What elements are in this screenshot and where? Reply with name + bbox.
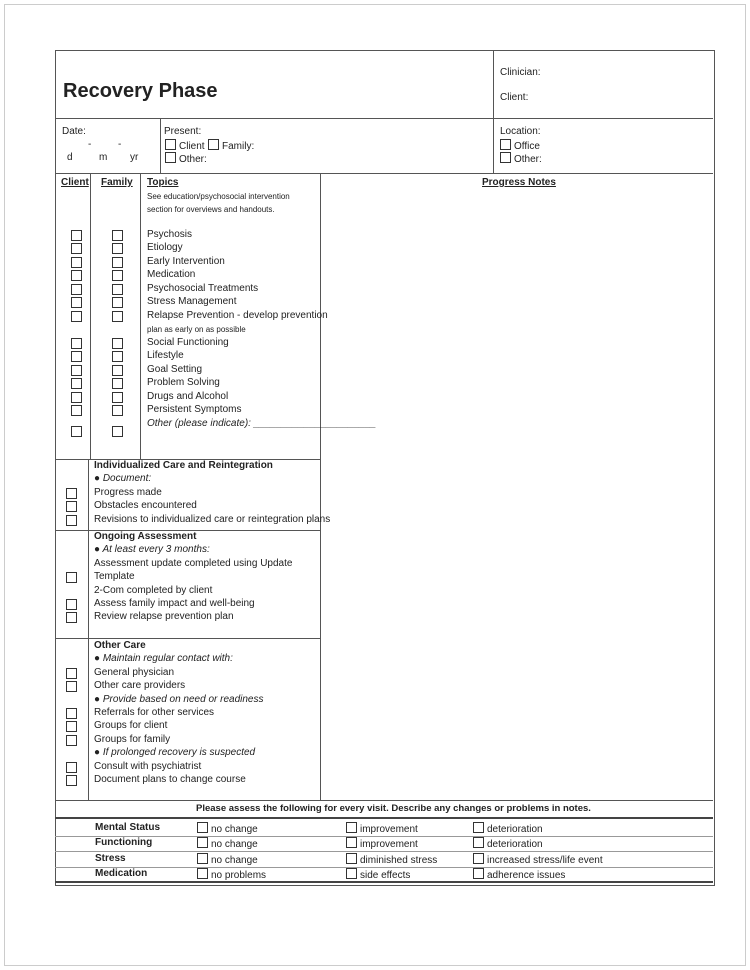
assessment-option-label: side effects (360, 869, 411, 881)
family-topic-checkbox[interactable] (112, 270, 123, 281)
topic-item: Social Functioning (147, 337, 229, 348)
clinician-label: Clinician: (500, 67, 541, 78)
divider (90, 173, 91, 459)
client-topic-checkbox[interactable] (71, 311, 82, 322)
section-line: 2-Com completed by client (94, 584, 213, 596)
topic-item: Etiology (147, 242, 183, 253)
checkbox-icon[interactable] (473, 853, 484, 864)
section-checkbox[interactable] (66, 501, 77, 512)
date-separator: - (118, 139, 122, 150)
assessment-option-label: improvement (360, 839, 418, 851)
assessment-option-label: increased stress/life event (487, 854, 603, 866)
section-checkbox[interactable] (66, 762, 77, 773)
section-checkbox[interactable] (66, 708, 77, 719)
family-topic-checkbox[interactable] (112, 338, 123, 349)
family-topic-checkbox[interactable] (112, 257, 123, 268)
progress-notes-header: Progress Notes (482, 177, 556, 188)
section-line: ● Provide based on need or readiness (94, 693, 264, 705)
checkbox-icon[interactable] (208, 139, 219, 150)
present-family-checkbox[interactable] (208, 139, 254, 153)
divider (55, 817, 713, 819)
client-topic-checkbox[interactable] (71, 405, 82, 416)
section-checkbox[interactable] (66, 515, 77, 526)
section-line: Assessment update completed using Update (94, 557, 293, 569)
topic-item: Problem Solving (147, 377, 220, 388)
section-line: ● Document: (94, 473, 152, 485)
checkbox-icon[interactable] (500, 152, 511, 163)
client-topic-checkbox[interactable] (71, 392, 82, 403)
topic-item: Psychosocial Treatments (147, 283, 259, 294)
assessment-option[interactable] (197, 853, 258, 867)
assessment-option[interactable] (197, 822, 258, 836)
family-topic-checkbox[interactable] (112, 230, 123, 241)
present-client-label: Client (179, 141, 205, 152)
client-topic-checkbox[interactable] (71, 270, 82, 281)
assessment-option[interactable] (197, 868, 266, 882)
section-checkbox[interactable] (66, 721, 77, 732)
section-line: Obstacles encountered (94, 500, 197, 512)
section-checkbox[interactable] (66, 612, 77, 623)
topics-note: See education/psychosocial intervention (147, 192, 290, 201)
assessment-row-label: Medication (95, 867, 148, 879)
assessment-option-label: no change (211, 839, 258, 851)
divider (55, 638, 320, 639)
checkbox-icon[interactable] (346, 868, 357, 879)
section-line: Groups for client (94, 720, 168, 732)
client-topic-checkbox[interactable] (71, 297, 82, 308)
checkbox-icon[interactable] (165, 152, 176, 163)
checkbox-icon[interactable] (346, 822, 357, 833)
section-line: ● Maintain regular contact with: (94, 653, 233, 665)
topics-column-header: Topics (147, 177, 179, 188)
topic-item: Other (please indicate): ______________________ (147, 418, 377, 429)
assessment-option-label: diminished stress (360, 854, 438, 866)
topic-item: Relapse Prevention - develop prevention (147, 310, 328, 321)
section-title: Ongoing Assessment (94, 531, 197, 542)
client-topic-checkbox[interactable] (71, 365, 82, 376)
client-topic-checkbox[interactable] (71, 230, 82, 241)
topic-item: Psychosis (147, 229, 193, 240)
family-topic-checkbox[interactable] (112, 243, 123, 254)
divider (320, 173, 321, 800)
section-line: ● If prolonged recovery is suspected (94, 747, 256, 759)
assessment-option[interactable] (346, 868, 410, 882)
present-family-label: Family: (222, 141, 255, 152)
section-checkbox[interactable] (66, 488, 77, 499)
section-line: Groups for family (94, 733, 171, 745)
checkbox-icon[interactable] (473, 822, 484, 833)
section-line: Progress made (94, 486, 162, 498)
location-office-label: Office (514, 141, 540, 152)
assessment-option[interactable] (346, 822, 418, 836)
section-line: Revisions to individualized care or reintegration plans (94, 513, 331, 525)
family-topic-checkbox[interactable] (112, 378, 123, 389)
section-checkbox[interactable] (66, 599, 77, 610)
checkbox-icon[interactable] (346, 853, 357, 864)
family-topic-checkbox[interactable] (112, 284, 123, 295)
section-line: General physician (94, 666, 175, 678)
section-checkbox[interactable] (66, 668, 77, 679)
topic-item: Stress Management (147, 296, 237, 307)
section-title: Individualized Care and Reintegration (94, 460, 273, 471)
date-month-label: m (99, 152, 108, 163)
location-other-label: Other: (514, 154, 542, 165)
client-topic-checkbox[interactable] (71, 378, 82, 389)
assessment-instruction: Please assess the following for every visit. Describe any changes or problems in notes. (196, 803, 591, 814)
topic-item: Early Intervention (147, 256, 225, 267)
checkbox-icon[interactable] (197, 822, 208, 833)
present-other-checkbox[interactable] (165, 152, 207, 166)
section-line: Review relapse prevention plan (94, 611, 234, 623)
family-topic-checkbox[interactable] (112, 351, 123, 362)
topic-item: Goal Setting (147, 364, 203, 375)
client-topic-checkbox[interactable] (71, 426, 82, 437)
assessment-option[interactable] (473, 853, 603, 867)
section-title: Other Care (94, 640, 146, 651)
section-checkbox[interactable] (66, 775, 77, 786)
assessment-option[interactable] (473, 837, 543, 851)
divider (493, 50, 494, 173)
assessment-option[interactable] (197, 837, 258, 851)
family-topic-checkbox[interactable] (112, 405, 123, 416)
checkbox-icon[interactable] (346, 837, 357, 848)
client-topic-checkbox[interactable] (71, 257, 82, 268)
section-line: Document plans to change course (94, 774, 246, 785)
checkbox-icon[interactable] (473, 868, 484, 879)
section-line: ● At least every 3 months: (94, 544, 210, 556)
section-line: Referrals for other services (94, 707, 215, 718)
checkbox-icon[interactable] (165, 139, 176, 150)
location-label: Location: (500, 126, 541, 137)
assessment-row-label: Stress (95, 852, 126, 864)
client-topic-checkbox[interactable] (71, 338, 82, 349)
family-column-header: Family (101, 177, 133, 188)
checkbox-icon[interactable] (473, 837, 484, 848)
assessment-option-label: no problems (211, 869, 267, 881)
client-label: Client: (500, 92, 529, 103)
family-topic-checkbox[interactable] (112, 365, 123, 376)
section-checkbox[interactable] (66, 681, 77, 692)
assessment-option-label: no change (211, 854, 258, 866)
family-topic-checkbox[interactable] (112, 297, 123, 308)
section-line: Template (94, 571, 135, 583)
divider (160, 118, 161, 173)
assessment-option[interactable] (346, 837, 418, 851)
family-topic-checkbox[interactable] (112, 311, 123, 322)
location-other-checkbox[interactable] (500, 152, 542, 166)
assessment-option[interactable] (473, 868, 565, 882)
topic-item: Lifestyle (147, 350, 184, 361)
divider (55, 800, 713, 801)
divider (55, 173, 713, 174)
divider (55, 118, 713, 119)
date-separator: - (88, 139, 92, 150)
client-topic-checkbox[interactable] (71, 284, 82, 295)
assessment-option[interactable] (473, 822, 543, 836)
section-line: Other care providers (94, 680, 186, 692)
section-line: Consult with psychiatrist (94, 760, 202, 772)
date-day-label: d (67, 152, 73, 163)
present-client-checkbox[interactable] (165, 139, 205, 153)
client-topic-checkbox[interactable] (71, 351, 82, 362)
assessment-option-label: improvement (360, 824, 418, 835)
date-year-label: yr (130, 152, 139, 163)
checkbox-icon[interactable] (197, 853, 208, 864)
family-topic-checkbox[interactable] (112, 392, 123, 403)
assessment-option-label: no change (211, 824, 258, 835)
client-topic-checkbox[interactable] (71, 243, 82, 254)
present-label: Present: (164, 126, 202, 137)
topic-item: Medication (147, 269, 196, 280)
page-title: Recovery Phase (63, 80, 218, 102)
client-column-header: Client (61, 177, 89, 188)
assessment-option-label: adherence issues (487, 869, 566, 881)
divider (140, 173, 141, 459)
assessment-option[interactable] (346, 853, 437, 867)
assessment-option-label: deterioration (487, 839, 543, 851)
section-line: Assess family impact and well-being (94, 598, 255, 609)
family-topic-checkbox[interactable] (112, 426, 123, 437)
present-other-label: Other: (179, 154, 207, 165)
date-label: Date: (62, 126, 86, 137)
assessment-row-label: Mental Status (95, 822, 161, 833)
assessment-row-label: Functioning (95, 837, 153, 849)
topic-item: plan as early on as possible (147, 325, 246, 334)
checkbox-icon[interactable] (500, 139, 511, 150)
section-checkbox[interactable] (66, 735, 77, 746)
topic-item: Persistent Symptoms (147, 404, 242, 415)
assessment-option-label: deterioration (487, 824, 543, 835)
checkbox-icon[interactable] (197, 837, 208, 848)
topics-note: section for overviews and handouts. (147, 205, 275, 214)
topic-item: Drugs and Alcohol (147, 391, 229, 402)
divider (88, 459, 89, 800)
section-checkbox[interactable] (66, 572, 77, 583)
checkbox-icon[interactable] (197, 868, 208, 879)
location-office-checkbox[interactable] (500, 139, 540, 153)
